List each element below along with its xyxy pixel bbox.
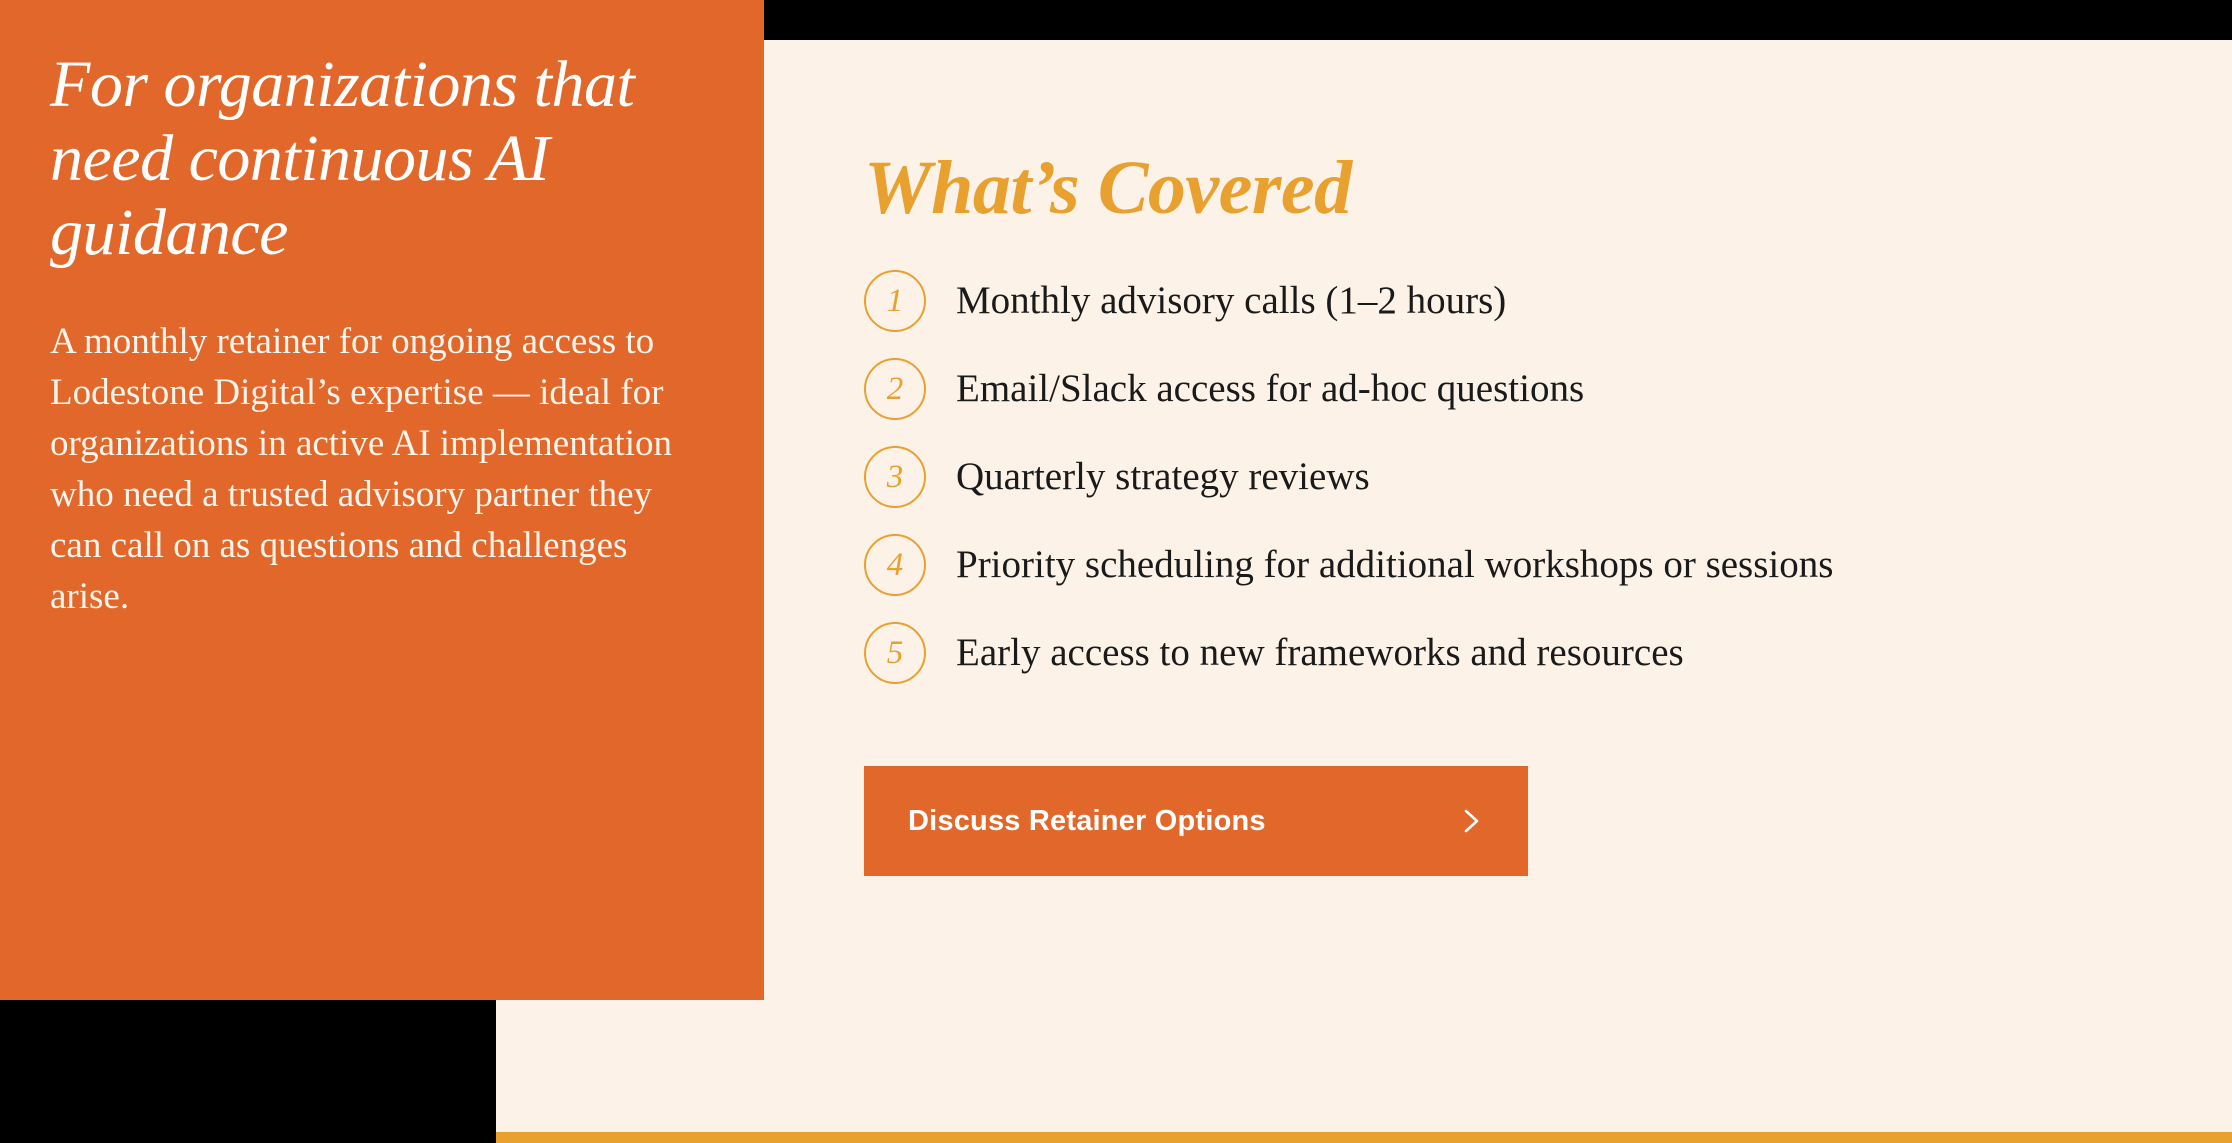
list-item [864,270,2164,332]
item-number-badge: 3 [864,446,926,508]
list-item [864,622,2164,684]
list-item-label: Email/Slack access for ad-hoc questions [956,366,1585,410]
list-item-label: Quarterly strategy reviews [956,454,1370,498]
left-feature-panel [0,0,764,1000]
panel-description: A monthly retainer for ongoing access to Lodestone Digital’s expertise — ideal for organizations in active AI implementation who need a trusted advisory partner they can call on as questions and challenges arise. [50,320,672,617]
list-item-label: Monthly advisory calls (1–2 hours) [956,278,1507,322]
item-number-badge: 2 [864,358,926,420]
panel-title: For organizations that need continuous AI guidance [50,48,635,269]
chevron-right-icon [1458,808,1484,834]
item-number-badge: 4 [864,534,926,596]
section-heading: What’s Covered [864,146,1352,230]
list-item [864,534,2164,596]
cta-label: Discuss Retainer Options [908,804,1266,837]
list-item-label: Early access to new frameworks and resources [956,630,1684,674]
item-number-badge: 5 [864,622,926,684]
list-item-label: Priority scheduling for additional workshops or sessions [956,542,1834,586]
discuss-retainer-options-button[interactable] [864,766,1528,876]
item-number-badge: 1 [864,270,926,332]
bottom-accent-rule [496,1132,2232,1143]
covered-list [864,270,2164,684]
main-content [864,146,2164,876]
list-item [864,446,2164,508]
list-item [864,358,2164,420]
